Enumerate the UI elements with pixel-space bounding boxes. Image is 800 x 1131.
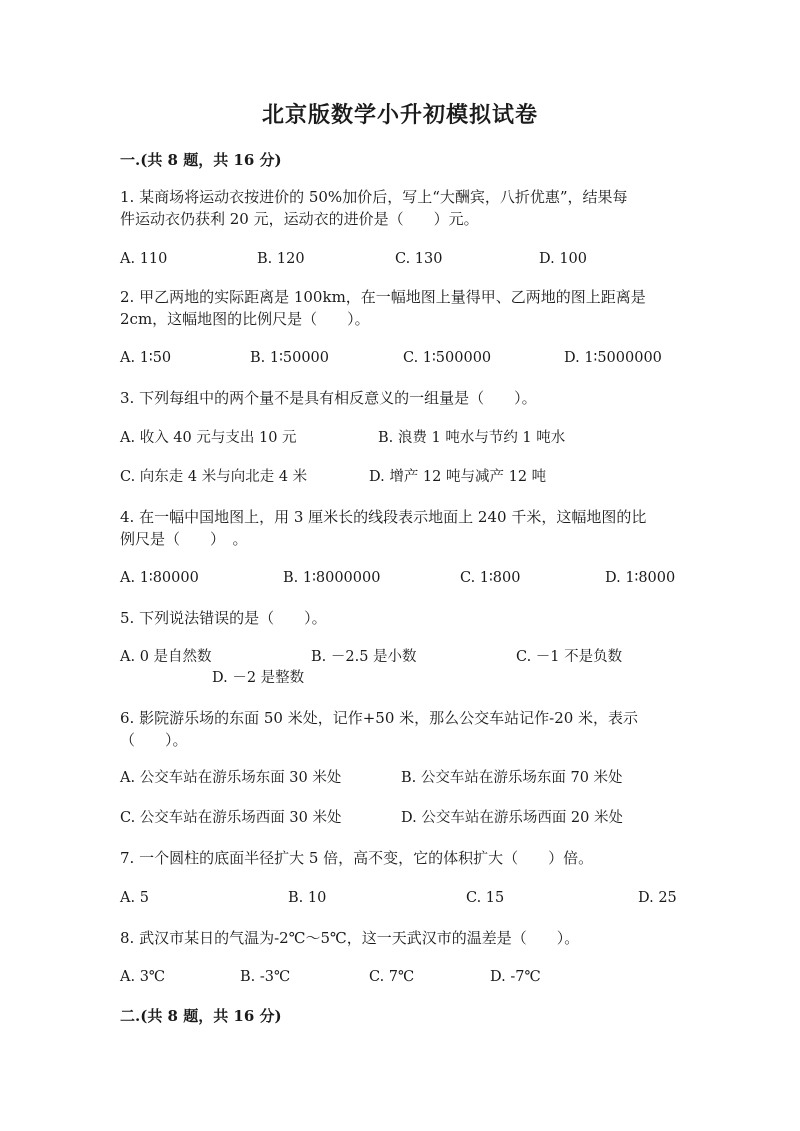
option-a: A. 1∶80000 (120, 570, 199, 586)
option-b: B. 120 (257, 251, 305, 267)
option-c: C. －1 不是负数 (516, 649, 623, 665)
question-stem-line: 6. 影院游乐场的东面 50 米处，记作+50 米，那么公交车站记作-20 米，表示 (120, 709, 639, 727)
option-d: D. －2 是整数 (212, 670, 305, 686)
question-stem-line: 例尺是（ ） 。 (120, 530, 248, 548)
section-heading-1: 一.(共 8 题，共 16 分) (120, 151, 282, 169)
question-7 (120, 847, 680, 869)
option-b: B. 10 (288, 890, 327, 906)
option-c: C. 15 (466, 890, 505, 906)
question-3 (120, 387, 680, 409)
question-stem-line: 3. 下列每组中的两个量不是具有相反意义的一组量是（ ）。 (120, 389, 537, 407)
question-stem-line: 8. 武汉市某日的气温为-2℃～5℃，这一天武汉市的温差是（ ）。 (120, 929, 580, 947)
option-c: C. 1∶500000 (403, 350, 492, 366)
option-b: B. 1∶8000000 (283, 570, 381, 586)
question-8 (120, 927, 680, 949)
page-title: 北京版数学小升初模拟试卷 (261, 102, 538, 128)
question-stem-line: 件运动衣仍获利 20 元，运动衣的进价是（ ）元。 (120, 210, 479, 228)
option-a: A. 3℃ (120, 969, 166, 985)
question-stem-line: 2. 甲乙两地的实际距离是 100km，在一幅地图上量得甲、乙两地的图上距离是 (120, 288, 646, 306)
option-a: A. 收入 40 元与支出 10 元 (120, 430, 297, 446)
option-c: C. 7℃ (369, 969, 415, 985)
question-2 (120, 286, 680, 330)
option-b: B. 浪费 1 吨水与节约 1 吨水 (378, 430, 566, 446)
option-b: B. 公交车站在游乐场东面 70 米处 (401, 770, 623, 786)
option-c: C. 公交车站在游乐场西面 30 米处 (120, 810, 342, 826)
option-b: B. 1∶50000 (250, 350, 329, 366)
option-c: C. 向东走 4 米与向北走 4 米 (120, 469, 308, 485)
section-heading-2: 二.(共 8 题，共 16 分) (120, 1007, 282, 1025)
option-a: A. 110 (120, 251, 168, 267)
option-d: D. 1∶8000 (605, 570, 676, 586)
option-b: B. －2.5 是小数 (311, 649, 417, 665)
option-d: D. 100 (539, 251, 588, 267)
option-a: A. 1∶50 (120, 350, 172, 366)
question-stem-line: 1. 某商场将运动衣按进价的 50%加价后，写上“大酬宾，八折优惠”，结果每 (120, 188, 628, 206)
option-d: D. 公交车站在游乐场西面 20 米处 (401, 810, 623, 826)
question-stem-line: （ ）。 (120, 731, 188, 749)
option-c: C. 1∶800 (460, 570, 521, 586)
option-c: C. 130 (395, 251, 443, 267)
option-b: B. -3℃ (240, 969, 291, 985)
question-6 (120, 707, 680, 751)
question-stem-line: 4. 在一幅中国地图上，用 3 厘米长的线段表示地面上 240 千米，这幅地图的比 (120, 508, 647, 526)
option-a: A. 0 是自然数 (120, 649, 212, 665)
question-4 (120, 506, 680, 550)
option-d: D. 增产 12 吨与减产 12 吨 (369, 469, 547, 485)
option-d: D. 25 (638, 890, 677, 906)
option-a: A. 公交车站在游乐场东面 30 米处 (120, 770, 342, 786)
question-1 (120, 186, 680, 230)
option-d: D. 1∶5000000 (564, 350, 662, 366)
question-stem-line: 2cm，这幅地图的比例尺是（ ）。 (120, 310, 370, 328)
question-stem-line: 5. 下列说法错误的是（ ）。 (120, 609, 327, 627)
question-stem-line: 7. 一个圆柱的底面半径扩大 5 倍，高不变，它的体积扩大（ ）倍。 (120, 849, 594, 867)
question-5 (120, 607, 680, 629)
option-d: D. -7℃ (490, 969, 541, 985)
option-a: A. 5 (120, 890, 149, 906)
